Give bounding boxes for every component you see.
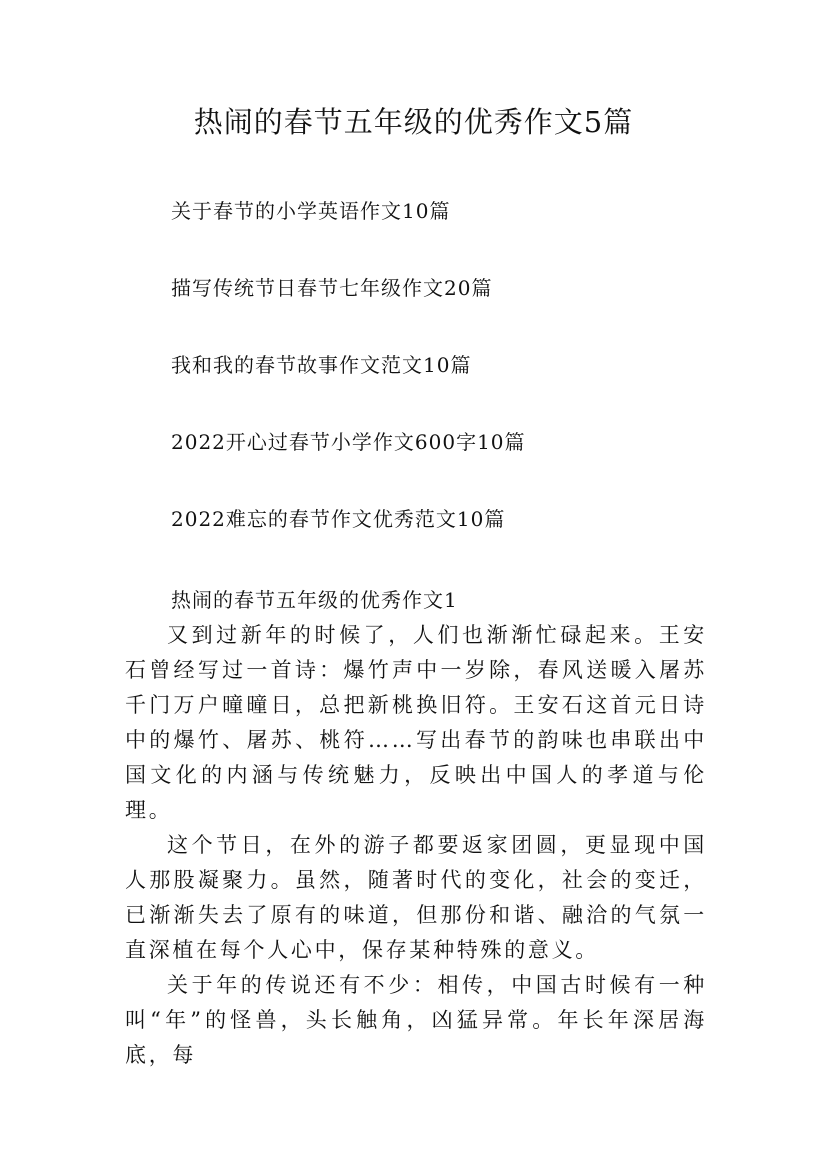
essay-body [125,618,707,1073]
related-article-link[interactable]: 2022开心过春节小学作文600字10篇 [171,430,526,454]
related-article-link[interactable]: 关于春节的小学英语作文10篇 [171,199,451,223]
essay-paragraph: 关于年的传说还有不少：相传，中国古时候有一种叫“年”的怪兽，头长触角，凶猛异常。年长年深居海底，每 [125,973,707,1067]
related-article-link[interactable]: 2022难忘的春节作文优秀范文10篇 [171,507,506,531]
essay-section-heading: 热闹的春节五年级的优秀作文1 [171,588,458,612]
related-article-link[interactable]: 描写传统节日春节七年级作文20篇 [171,276,493,300]
related-article-link[interactable]: 我和我的春节故事作文范文10篇 [171,353,472,377]
document-title: 热闹的春节五年级的优秀作文5篇 [193,105,634,139]
essay-paragraph: 这个节日，在外的游子都要返家团圆，更显现中国人那股凝聚力。虽然，随著时代的变化，社会的变迁，已渐渐失去了原有的味道，但那份和谐、融洽的气氛一直深植在每个人心中，保存某种特殊的意义。 [125,833,707,962]
essay-paragraph: 又到过新年的时候了，人们也渐渐忙碌起来。王安石曾经写过一首诗：爆竹声中一岁除，春风送暖入屠苏千门万户曈曈日，总把新桃换旧符。王安石这首元日诗中的爆竹、屠苏、桃符……写出春节的韵味也串联出中国文化的内涵与传统魅力，反映出中国人的孝道与伦理。 [125,623,707,822]
related-articles-list [171,195,526,580]
